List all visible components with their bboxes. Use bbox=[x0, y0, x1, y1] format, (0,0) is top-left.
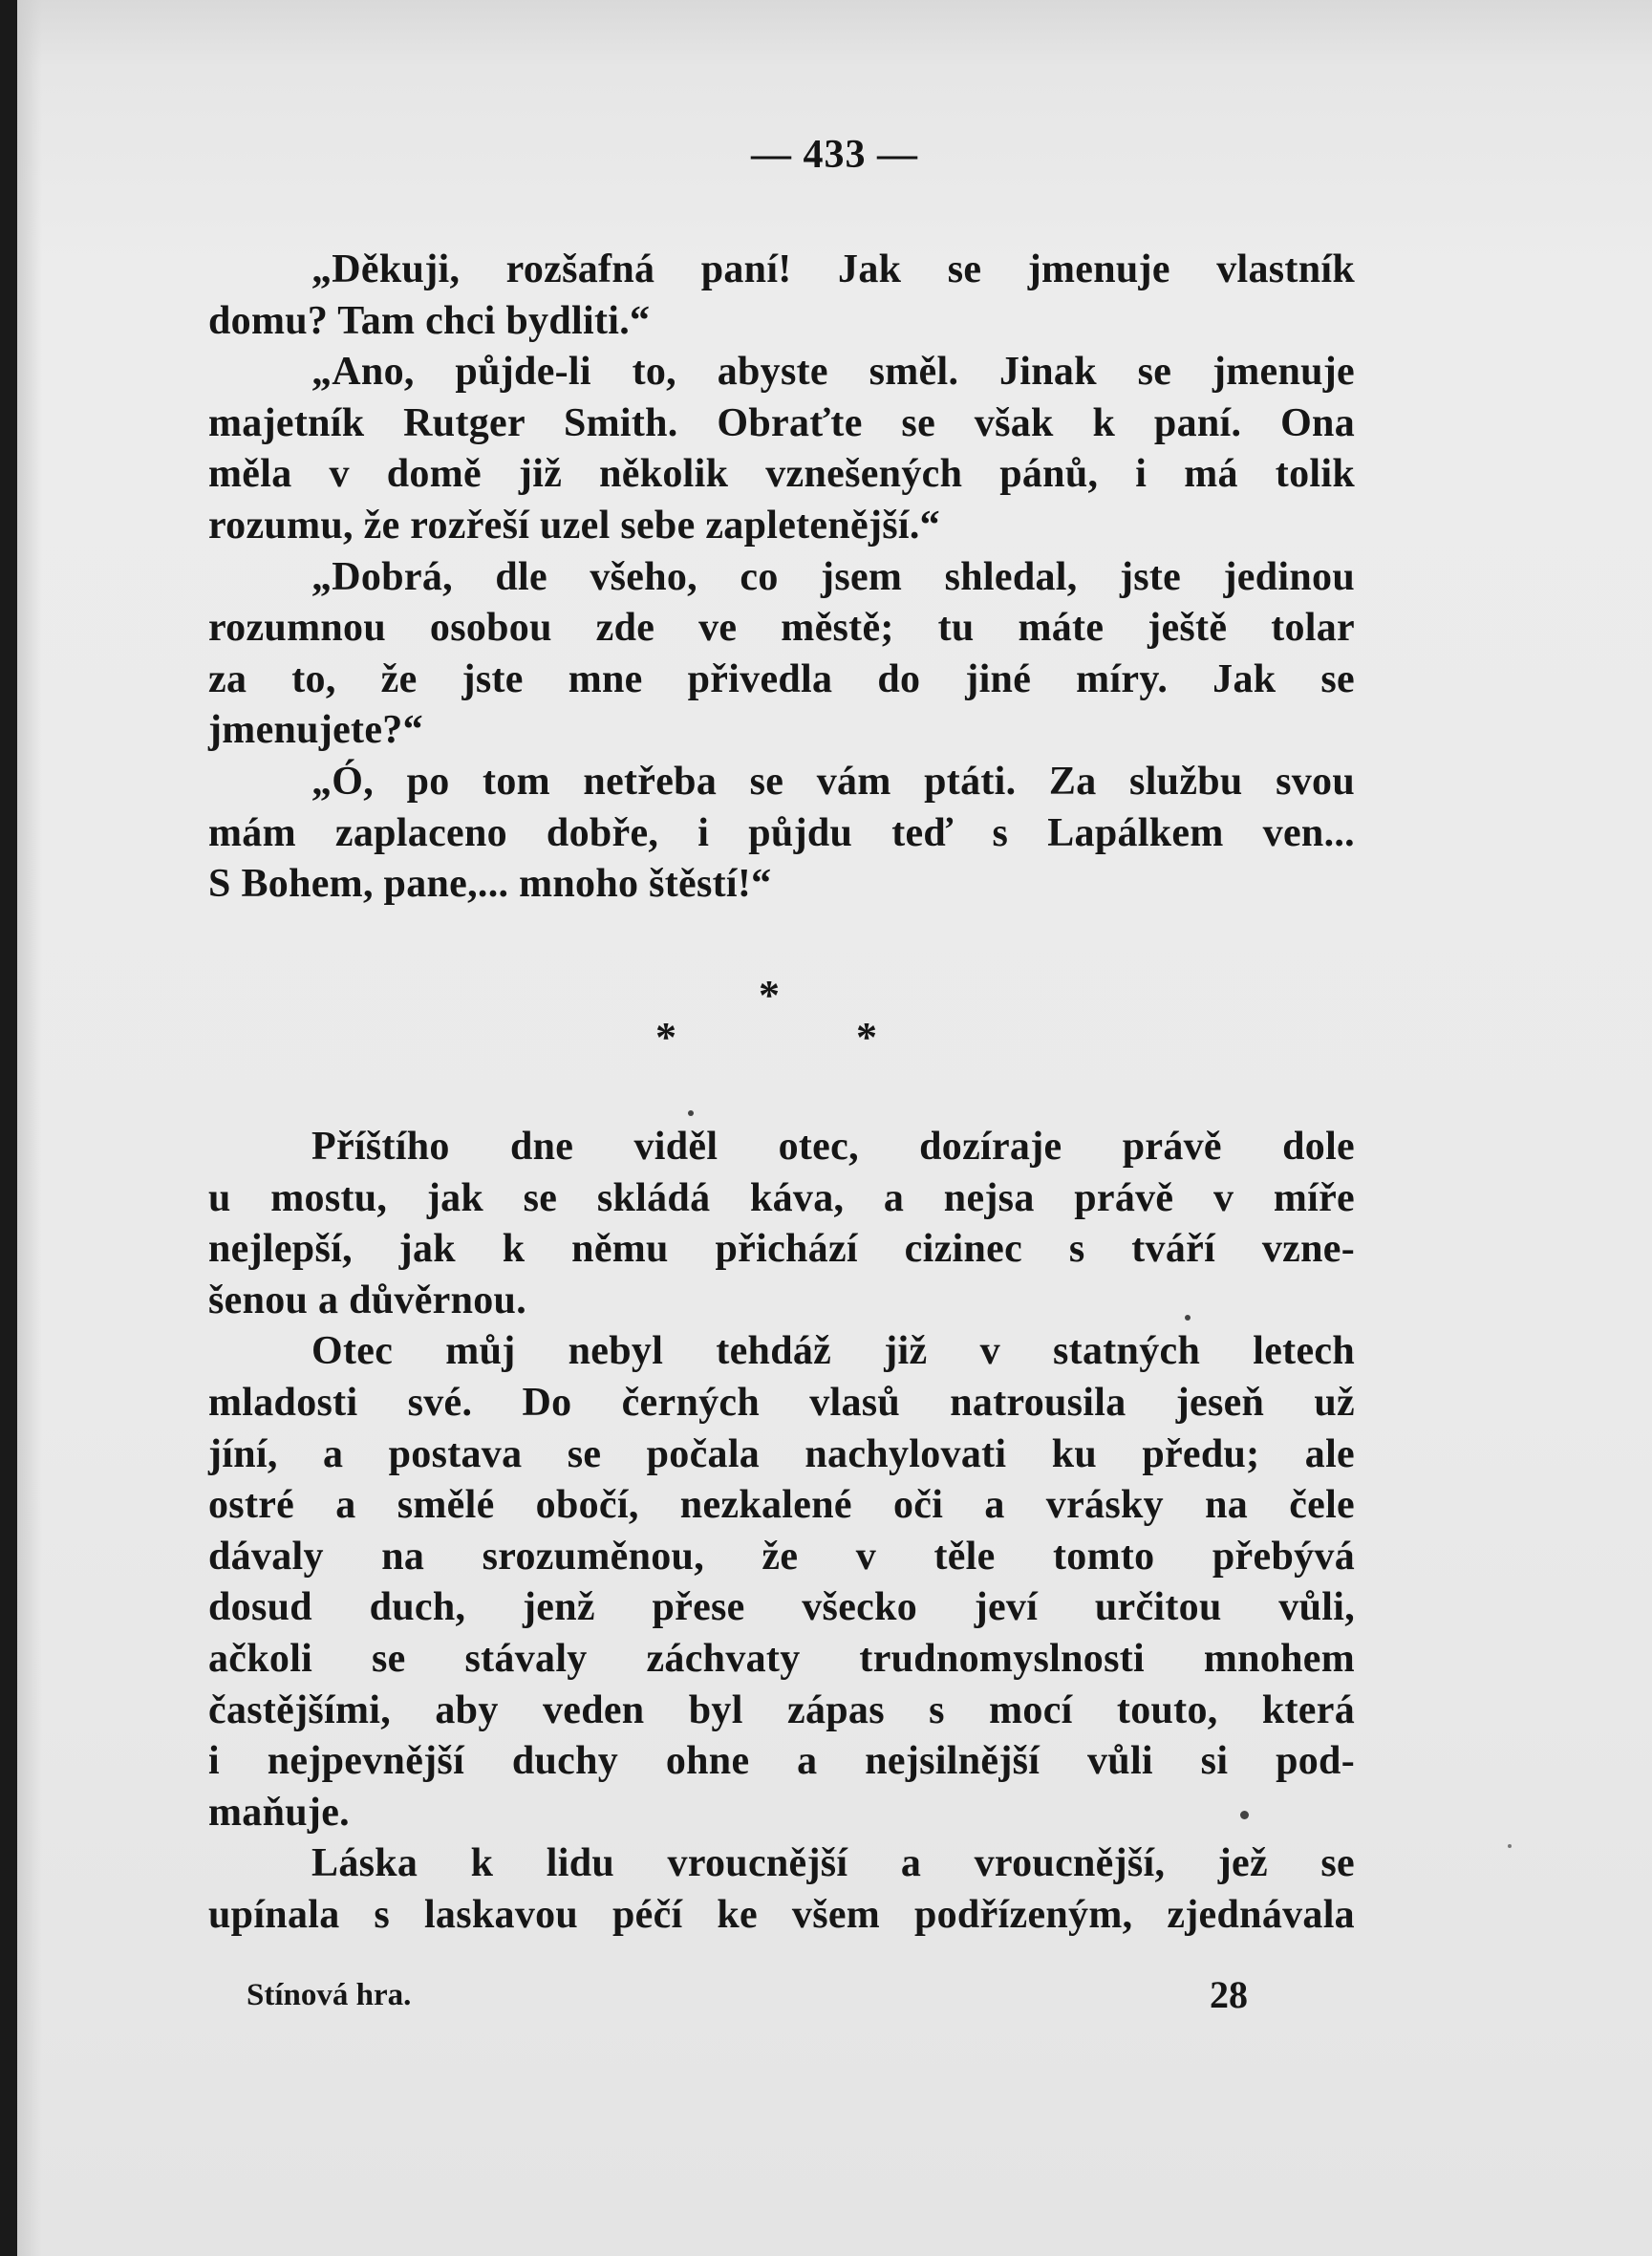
text-line: upínala s laskavou péčí ke všem podřízeným, zjednávala bbox=[208, 1892, 1355, 1937]
text-line: i nejpevnější duchy ohne a nejsilnější vůli si pod- bbox=[208, 1739, 1355, 1784]
text-line: měla v domě již několik vznešených pánů, i má tolik bbox=[208, 452, 1355, 497]
text-line: u mostu, jak se skládá káva, a nejsa právě v míře bbox=[208, 1175, 1355, 1220]
text-line: mám zaplaceno dobře, i půjdu teď s Lapálkem ven... bbox=[208, 810, 1355, 855]
text-line: „Ano, půjde-li to, abyste směl. Jinak se jmenuje bbox=[311, 350, 1355, 395]
print-speck bbox=[688, 1110, 694, 1116]
text-line: majetník Rutger Smith. Obraťte se však k paní. Ona bbox=[208, 400, 1355, 445]
text-line: ostré a smělé obočí, nezkalené oči a vrásky na čele bbox=[208, 1483, 1355, 1528]
text-line: jmenujete?“ bbox=[208, 708, 423, 753]
sheet-number: 28 bbox=[1210, 1973, 1248, 2016]
text-line: „Děkuji, rozšafná paní! Jak se jmenuje vlastník bbox=[311, 247, 1355, 291]
asterisk-ornament: * bbox=[759, 972, 780, 1019]
text-line: dávaly na srozuměnou, že v těle tomto přebývá bbox=[208, 1534, 1355, 1579]
text-line: S Bohem, pane,... mnoho štěstí!“ bbox=[208, 862, 772, 907]
text-line: šenou a důvěrnou. bbox=[208, 1278, 527, 1322]
print-speck bbox=[1185, 1315, 1191, 1321]
text-line: za to, že jste mne přivedla do jiné míry. Jak se bbox=[208, 656, 1355, 701]
section-separator bbox=[17, 972, 1652, 1061]
text-line: Příštího dne viděl otec, dozíraje právě dole bbox=[311, 1125, 1355, 1169]
print-speck bbox=[1508, 1844, 1512, 1848]
signature-mark: Stínová hra. bbox=[247, 1978, 412, 2012]
text-line: častějšími, aby veden byl zápas s mocí touto, která bbox=[208, 1687, 1355, 1732]
asterisk-ornament: * bbox=[655, 1014, 676, 1061]
text-line: dosud duch, jenž přese všecko jeví určitou vůli, bbox=[208, 1585, 1355, 1630]
text-line: rozumu, že rozřeší uzel sebe zapletenější.“ bbox=[208, 503, 940, 548]
text-line: Otec můj nebyl tehdáž již v statných letech bbox=[311, 1329, 1355, 1374]
text-line: maňuje. bbox=[208, 1790, 350, 1835]
text-line: „Ó, po tom netřeba se vám ptáti. Za službu svou bbox=[311, 759, 1355, 804]
text-line: rozumnou osobou zde ve městě; tu máte ještě tolar bbox=[208, 606, 1355, 651]
print-speck bbox=[1240, 1811, 1249, 1819]
text-line: mladosti své. Do černých vlasů natrousila jeseň už bbox=[208, 1380, 1355, 1425]
book-page bbox=[17, 0, 1652, 2256]
text-line: jíní, a postava se počala nachylovati ku předu; ale bbox=[208, 1431, 1355, 1476]
text-block-narrative bbox=[208, 1122, 1355, 1942]
text-line: Láska k lidu vroucnější a vroucnější, jež se bbox=[311, 1841, 1355, 1886]
text-line: ačkoli se stávaly záchvaty trudnomyslnosti mnohem bbox=[208, 1636, 1355, 1681]
text-line: domu? Tam chci bydliti.“ bbox=[208, 298, 651, 343]
text-line: „Dobrá, dle všeho, co jsem shledal, jste jedinou bbox=[311, 554, 1355, 599]
text-block-dialogue bbox=[208, 245, 1355, 911]
page-number-header: — 433 — bbox=[751, 133, 918, 177]
asterisk-ornament: * bbox=[856, 1014, 877, 1061]
text-line: nejlepší, jak k němu přichází cizinec s tváří vzne- bbox=[208, 1227, 1355, 1272]
